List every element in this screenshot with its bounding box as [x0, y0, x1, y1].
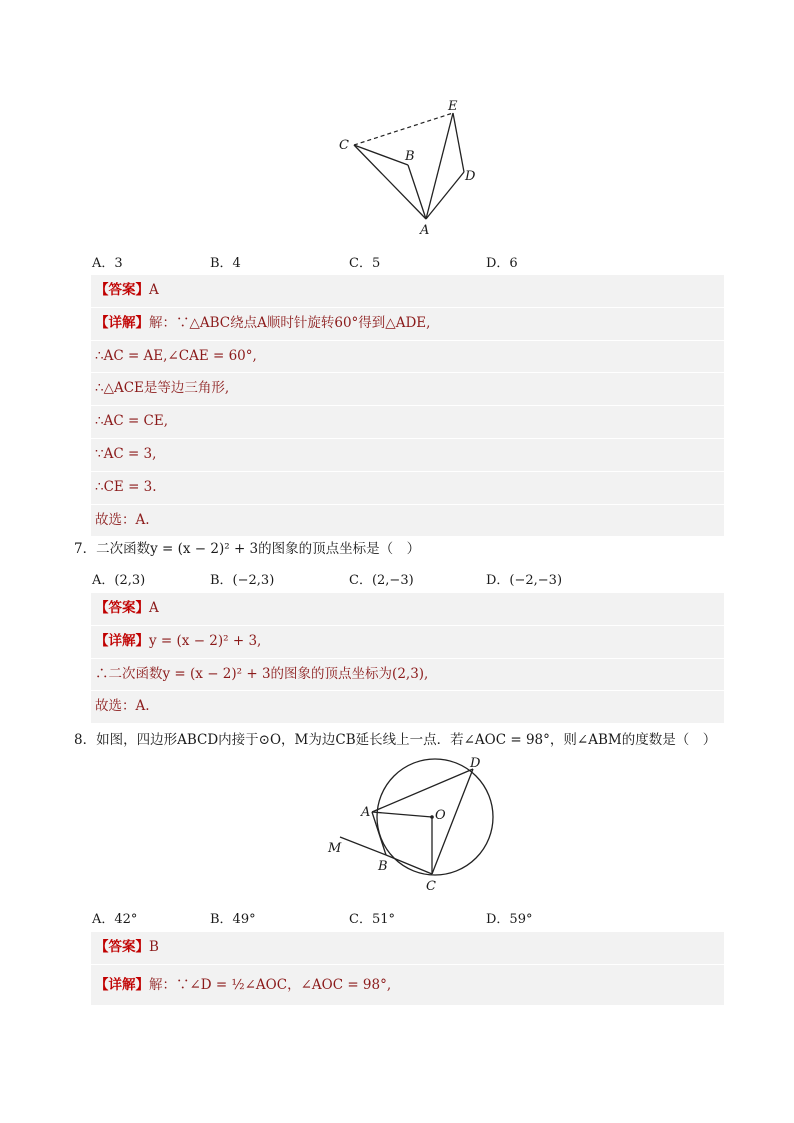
- q8-detail-line: [91, 965, 724, 1005]
- q6-answer-line: [91, 275, 724, 308]
- q6-option-b[interactable]: B．4: [210, 256, 241, 271]
- segment-ad: [372, 769, 473, 812]
- label-d: D: [465, 169, 476, 184]
- label-o: O: [435, 808, 446, 823]
- label-a: A: [420, 223, 430, 238]
- answer-tag: 【答案】: [95, 282, 149, 298]
- q6-detail-line: [91, 308, 724, 341]
- q7-option-a[interactable]: A．(2,3): [92, 573, 146, 588]
- q7-answer: A: [149, 600, 159, 616]
- q6-step-3: ∴△ACE是等边三角形,: [91, 373, 724, 406]
- q7-option-d[interactable]: D．(−2,−3): [486, 573, 563, 588]
- answer-tag: 【答案】: [95, 939, 149, 955]
- q6-option-c[interactable]: C．5: [349, 256, 381, 271]
- q8-option-a[interactable]: A．42°: [92, 912, 138, 927]
- q8-option-c[interactable]: C．51°: [349, 912, 395, 927]
- segment-ba: [408, 165, 426, 219]
- label-b: B: [405, 149, 415, 164]
- segment-ab: [372, 812, 386, 855]
- segment-ed: [453, 113, 464, 172]
- q7-detail-line: [91, 626, 724, 659]
- q6-step-4: ∴AC = CE,: [91, 406, 724, 439]
- label-d: D: [470, 756, 481, 771]
- label-c: C: [426, 879, 436, 894]
- label-m: M: [328, 841, 342, 856]
- q8-answer: B: [149, 939, 159, 955]
- q8-option-b[interactable]: B．49°: [210, 912, 256, 927]
- q6-conclusion: 故选：A.: [95, 511, 150, 528]
- label-a: A: [361, 805, 371, 820]
- q7-stem: 7．二次函数y = (x − 2)² + 3的图象的顶点坐标是（ ）: [74, 541, 421, 557]
- q6-step-2: ∴AC = AE,∠CAE = 60°,: [91, 341, 724, 374]
- answer-tag: 【答案】: [95, 600, 149, 616]
- segment-bc: [386, 855, 432, 874]
- q7-step-2: ∴二次函数y = (x − 2)² + 3的图象的顶点坐标为(2,3),: [91, 659, 724, 692]
- center-point: [430, 815, 434, 819]
- q7-conclusion: 故选：A.: [95, 698, 150, 715]
- q6-option-a[interactable]: A．3: [92, 256, 123, 271]
- segment-ao: [372, 812, 432, 817]
- segment-mb-extension: [340, 837, 386, 855]
- segment-cb: [354, 145, 408, 165]
- q6-step-1: 解：∵△ABC绕点A顺时针旋转60°得到△ADE,: [149, 314, 431, 331]
- q7-solution-box: [91, 593, 724, 723]
- detail-tag: 【详解】: [95, 976, 149, 993]
- q6-step-5: ∵AC = 3,: [91, 439, 724, 472]
- q8-step-1: 解：∵∠D = ½∠AOC，∠AOC = 98°,: [149, 976, 392, 993]
- segment-ca: [354, 145, 426, 219]
- q7-option-b[interactable]: B．(−2,3): [210, 573, 275, 588]
- q7-answer-line: [91, 593, 724, 626]
- q6-solution-box: [91, 275, 724, 536]
- label-e: E: [448, 99, 458, 114]
- label-c: C: [339, 138, 349, 153]
- detail-tag: 【详解】: [95, 314, 149, 331]
- q6-answer: A: [149, 282, 159, 298]
- rotation-figure: [330, 95, 490, 240]
- label-b: B: [378, 859, 388, 874]
- q6-option-d[interactable]: D．6: [486, 256, 518, 271]
- q8-solution-box: [91, 932, 724, 1005]
- circle-figure: [322, 752, 502, 897]
- q7-option-c[interactable]: C．(2,−3): [349, 573, 414, 588]
- q7-step-1: y = (x − 2)² + 3,: [149, 632, 262, 649]
- q8-option-d[interactable]: D．59°: [486, 912, 533, 927]
- q6-step-6: ∴CE = 3.: [91, 472, 724, 505]
- q8-answer-line: [91, 932, 724, 965]
- detail-tag: 【详解】: [95, 632, 149, 649]
- q8-stem: 8．如图，四边形ABCD内接于⊙O，M为边CB延长线上一点．若∠AOC = 98°，则∠ABM的度数是（ ）: [74, 732, 717, 748]
- segment-ce-dashed: [354, 113, 453, 145]
